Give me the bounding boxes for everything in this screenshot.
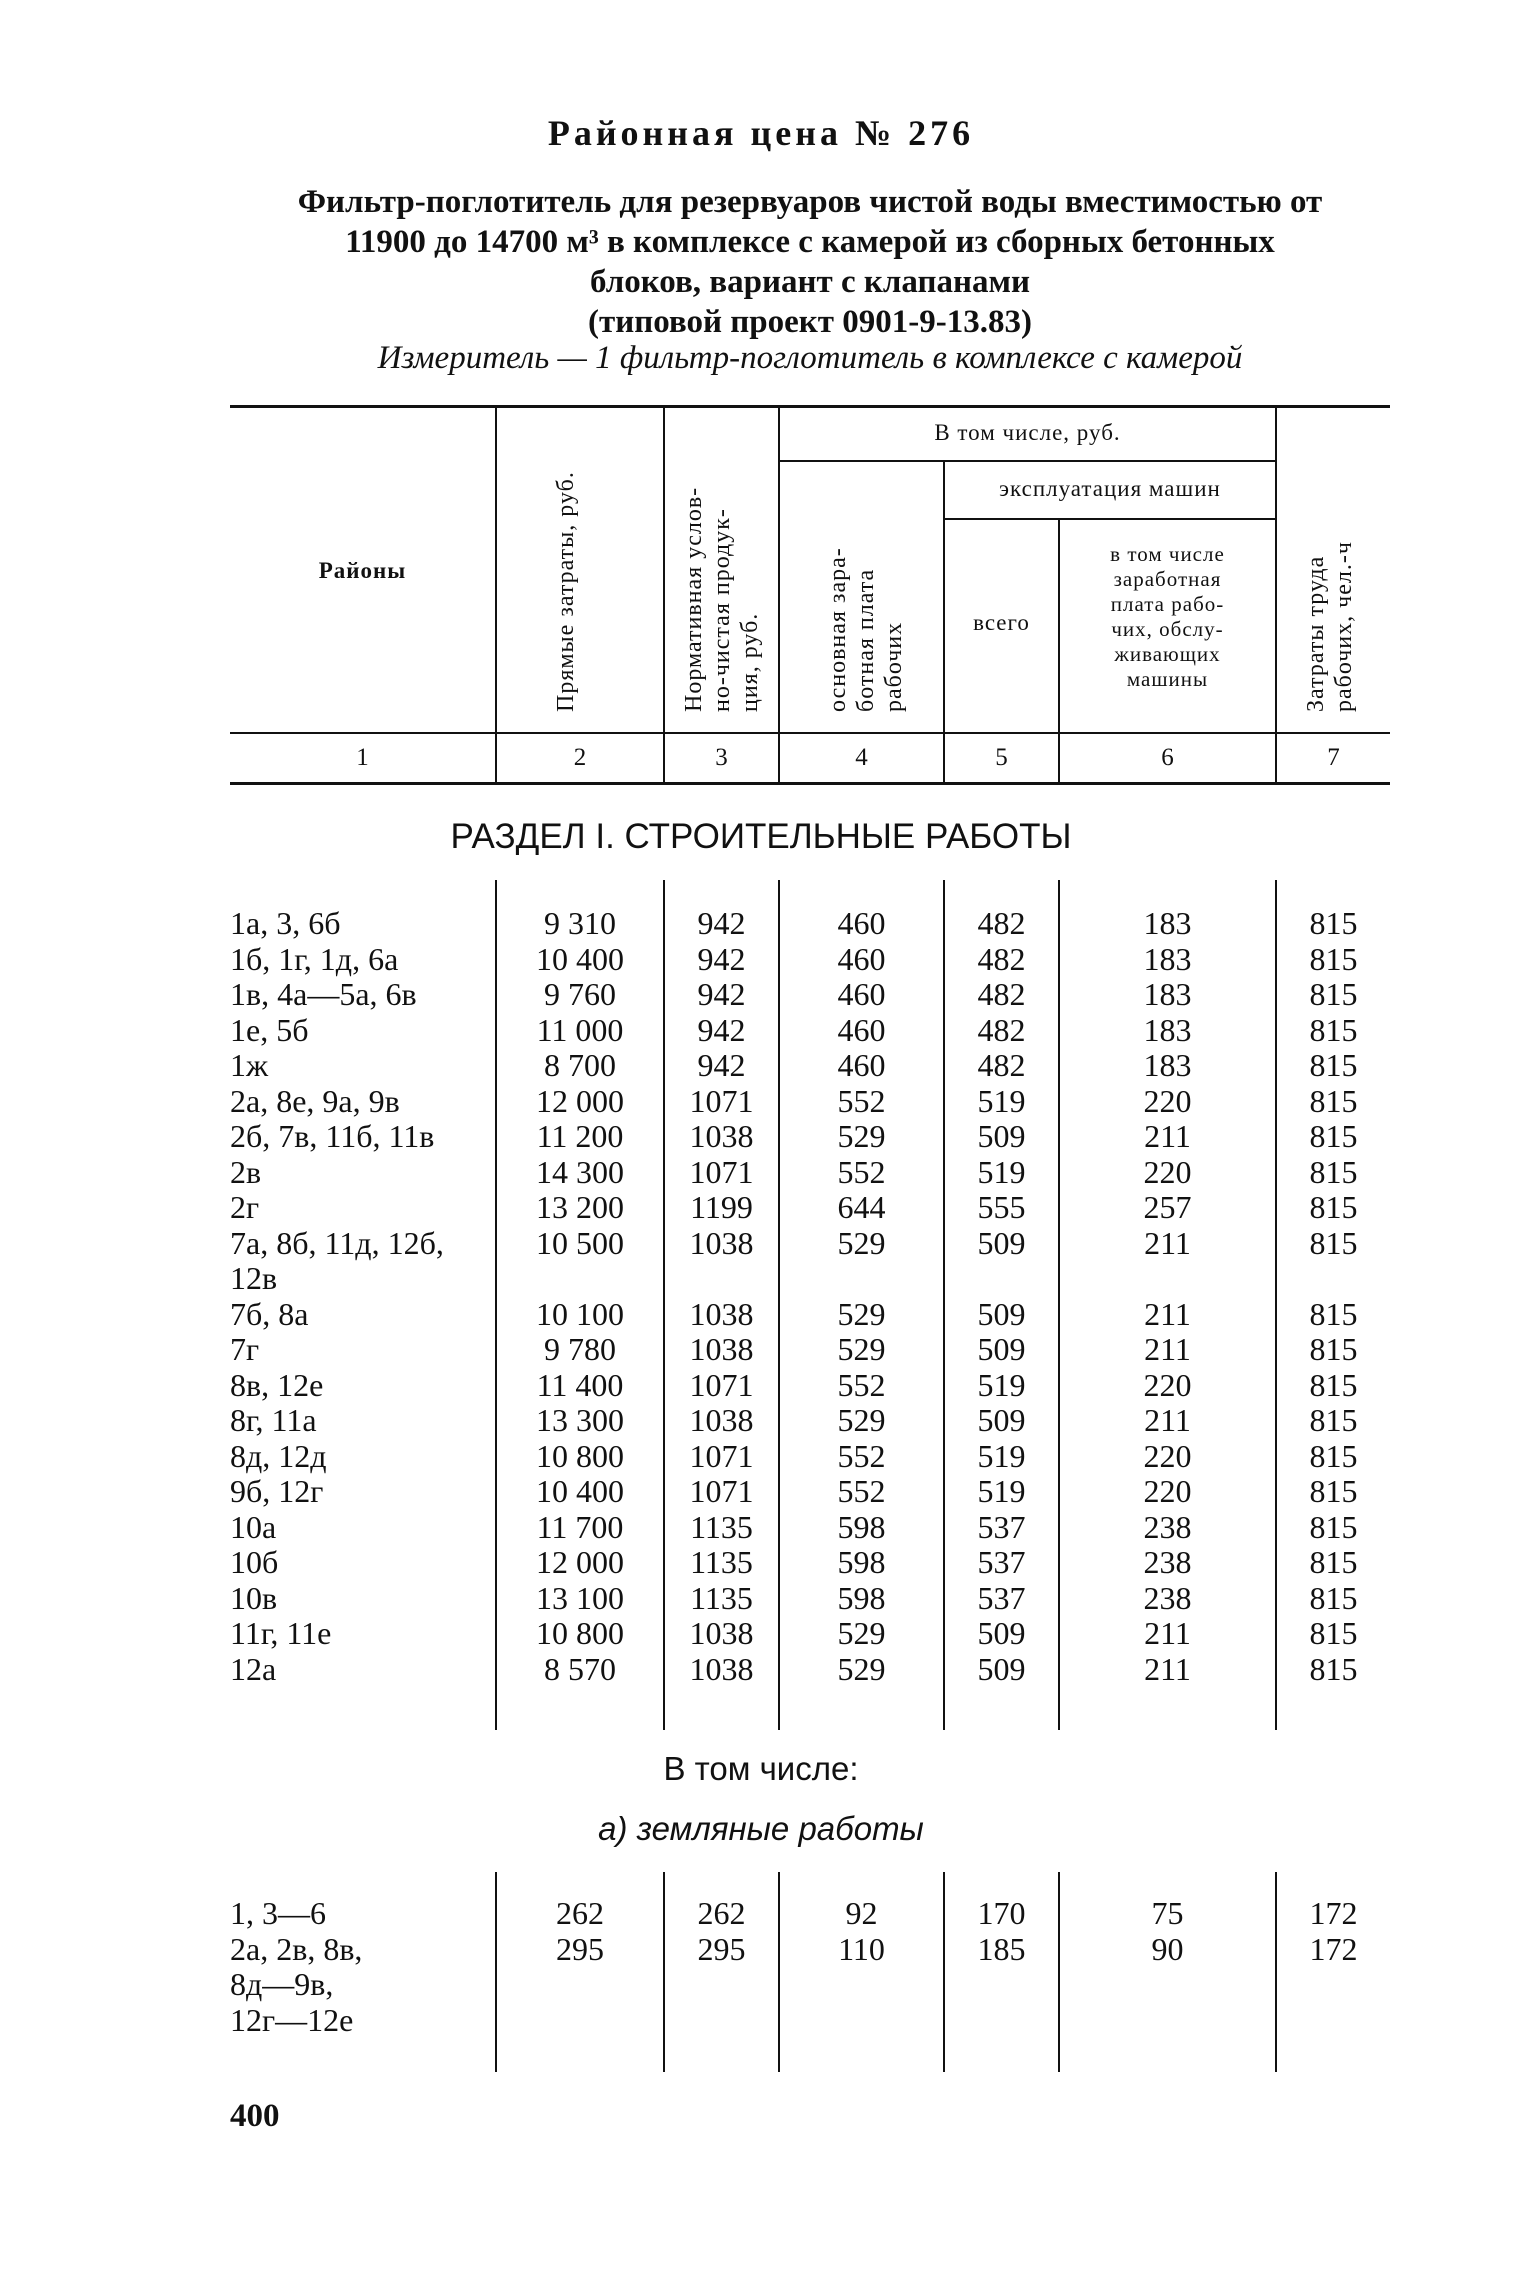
table-row: [230, 1967, 1390, 2003]
value-cell-c6: 211: [1144, 1615, 1191, 1651]
table-row: [230, 1652, 1390, 1688]
value-cell-c3: 942: [697, 905, 746, 941]
value-cell-c3: 1038: [689, 1118, 754, 1154]
value-cell-c2: 262: [556, 1895, 604, 1931]
region-cell: 10а: [230, 1508, 277, 1545]
region-cell: 9б, 12г: [230, 1473, 324, 1509]
value-cell-c3: 1038: [689, 1224, 754, 1261]
value-cell-c2: 11 200: [536, 1118, 624, 1154]
region-cell: 7г: [230, 1331, 260, 1367]
table-row: [230, 1119, 1390, 1155]
table-row: [230, 1581, 1390, 1617]
value-cell-c2: 295: [556, 1930, 604, 1967]
value-cell-c4: 598: [837, 1579, 886, 1616]
value-cell-c3: 1135: [690, 1544, 753, 1580]
value-cell-c3: 1199: [690, 1189, 753, 1225]
value-cell-c7: 815: [1309, 1153, 1358, 1190]
value-cell-c5: 509: [977, 1615, 1026, 1651]
value-cell-c3: 295: [697, 1930, 746, 1967]
header-machine-wages: в том числе заработная плата рабо- чих, обслу- живающих машины: [1110, 542, 1225, 691]
value-cell-c4: 529: [837, 1331, 886, 1367]
value-cell-c7: 815: [1309, 1544, 1358, 1580]
subgroup-rule: [945, 518, 1275, 520]
region-cell: 8г, 11а: [230, 1402, 317, 1438]
value-cell-c6: 257: [1143, 1189, 1192, 1225]
value-cell-c3: 1071: [689, 1082, 754, 1119]
table-row: [230, 1403, 1390, 1439]
column-divider: [778, 407, 780, 784]
value-cell-c3: 1071: [689, 1473, 754, 1509]
value-cell-c3: 942: [697, 940, 746, 977]
region-cell: 12а: [230, 1650, 277, 1687]
region-cell: 2а, 8е, 9а, 9в: [230, 1082, 400, 1119]
value-cell-c6: 238: [1143, 1544, 1192, 1580]
value-cell-c3: 1071: [689, 1437, 754, 1474]
value-cell-c2: 8 570: [544, 1650, 616, 1687]
value-cell-c7: 815: [1309, 1508, 1358, 1545]
value-cell-c7: 815: [1309, 1331, 1358, 1367]
value-cell-c7: 815: [1309, 1579, 1358, 1616]
region-cell: 1, 3—6: [230, 1895, 326, 1931]
header-direct-costs: Прямые затраты, руб.: [553, 471, 579, 712]
table-row: [230, 1474, 1390, 1510]
value-cell-c5: 509: [977, 1118, 1026, 1154]
value-cell-c7: 815: [1309, 1189, 1358, 1225]
value-cell-c6: 211: [1144, 1650, 1191, 1687]
value-cell-c7: 172: [1309, 1895, 1358, 1931]
section-title: РАЗДЕЛ I. СТРОИТЕЛЬНЫЕ РАБОТЫ: [450, 817, 1072, 856]
table-row: [230, 1510, 1390, 1546]
value-cell-c4: 92: [845, 1895, 878, 1931]
region-cell: 8д—9в,: [230, 1966, 334, 2002]
value-cell-c5: 509: [977, 1295, 1026, 1332]
value-cell-c5: 519: [977, 1473, 1026, 1509]
table-row: [230, 1155, 1390, 1191]
value-cell-c4: 598: [837, 1508, 886, 1545]
table-row: [230, 1190, 1390, 1226]
value-cell-c7: 815: [1309, 1437, 1358, 1474]
subsection-title: а) земляные работы: [598, 1810, 924, 1847]
value-cell-c5: 519: [977, 1437, 1026, 1474]
subtitle-line: блоков, вариант с клапанами: [590, 264, 1030, 300]
table-row: [230, 1896, 1390, 1932]
value-cell-c6: 220: [1143, 1437, 1192, 1474]
value-cell-c4: 529: [837, 1402, 886, 1438]
region-cell: 8в, 12е: [230, 1366, 324, 1403]
table-row: [230, 1226, 1390, 1262]
subtitle-line: (типовой проект 0901-9-13.83): [588, 304, 1032, 340]
value-cell-c7: 815: [1309, 1615, 1358, 1651]
column-number: 2: [573, 744, 587, 771]
region-cell: 10б: [230, 1544, 279, 1580]
value-cell-c4: 552: [837, 1082, 886, 1119]
value-cell-c4: 460: [837, 940, 886, 977]
subtitle-line: 11900 до 14700 м³ в комплексе с камерой из сборных бетонных: [345, 224, 1275, 260]
value-cell-c7: 815: [1309, 1295, 1358, 1332]
value-cell-c2: 10 500: [536, 1224, 624, 1261]
value-cell-c5: 509: [977, 1224, 1026, 1261]
value-cell-c4: 110: [838, 1930, 885, 1967]
table-body-construction: [230, 906, 1390, 1687]
value-cell-c6: 220: [1143, 1153, 1192, 1190]
value-cell-c5: 170: [977, 1895, 1026, 1931]
value-cell-c3: 1038: [689, 1615, 754, 1651]
region-cell: 2а, 2в, 8в,: [230, 1930, 363, 1967]
value-cell-c4: 460: [837, 905, 886, 941]
header-base-wages: основная зара- ботная плата рабочих: [825, 547, 907, 712]
value-cell-c6: 211: [1144, 1224, 1191, 1261]
value-cell-c7: 815: [1309, 1224, 1358, 1261]
value-cell-c5: 482: [977, 905, 1026, 941]
region-cell: 2в: [230, 1153, 262, 1190]
header-net-production: Нормативная услов- но-чистая продук- ция, руб.: [681, 486, 763, 712]
page-number: 400: [230, 2098, 280, 2134]
value-cell-c7: 815: [1309, 940, 1358, 977]
value-cell-c2: 11 400: [536, 1366, 624, 1403]
value-cell-c3: 1038: [689, 1331, 754, 1367]
value-cell-c3: 942: [697, 976, 746, 1012]
region-cell: 1е, 5б: [230, 1011, 309, 1048]
value-cell-c2: 10 400: [536, 1473, 624, 1509]
header-labor-costs: Затраты труда рабочих, чел.-ч: [1303, 541, 1357, 712]
region-cell: 12в: [230, 1260, 278, 1296]
value-cell-c6: 238: [1143, 1579, 1192, 1616]
table-body-earthworks: [230, 1896, 1390, 2038]
value-cell-c3: 942: [697, 1047, 746, 1083]
value-cell-c5: 537: [977, 1579, 1026, 1616]
column-divider: [1275, 407, 1277, 784]
value-cell-c5: 482: [977, 940, 1026, 977]
table-row: [230, 1048, 1390, 1084]
value-cell-c6: 211: [1144, 1402, 1191, 1438]
value-cell-c2: 13 200: [536, 1189, 624, 1225]
value-cell-c3: 942: [697, 1011, 746, 1048]
value-cell-c7: 815: [1309, 976, 1358, 1012]
value-cell-c4: 529: [837, 1295, 886, 1332]
column-number: 5: [995, 744, 1008, 771]
value-cell-c2: 11 000: [536, 1011, 624, 1048]
value-cell-c6: 211: [1144, 1118, 1191, 1154]
column-divider: [495, 407, 497, 784]
column-number: 1: [356, 744, 369, 771]
value-cell-c6: 183: [1143, 940, 1192, 977]
table-row: [230, 1439, 1390, 1475]
value-cell-c5: 185: [977, 1930, 1026, 1967]
numbers-bottom-rule: [230, 782, 1390, 785]
value-cell-c4: 460: [837, 976, 886, 1012]
table-row: [230, 1932, 1390, 1968]
value-cell-c3: 1038: [689, 1402, 754, 1438]
region-cell: 2г: [230, 1189, 260, 1225]
header-machine-operation: эксплуатация машин: [999, 476, 1221, 501]
header-total: всего: [973, 610, 1030, 635]
value-cell-c6: 90: [1151, 1930, 1184, 1967]
value-cell-c2: 10 400: [536, 940, 624, 977]
value-cell-c2: 12 000: [536, 1082, 624, 1119]
table-row: [230, 1084, 1390, 1120]
value-cell-c7: 815: [1309, 1118, 1358, 1154]
value-cell-c5: 519: [977, 1153, 1026, 1190]
region-cell: 1а, 3, 6б: [230, 905, 341, 941]
table-row: [230, 1013, 1390, 1049]
value-cell-c7: 815: [1309, 1650, 1358, 1687]
column-number: 7: [1327, 744, 1340, 771]
value-cell-c7: 815: [1309, 1047, 1358, 1083]
value-cell-c2: 14 300: [536, 1153, 624, 1190]
region-cell: 10в: [230, 1579, 278, 1616]
table-row: [230, 1545, 1390, 1581]
region-cell: 1в, 4а—5а, 6в: [230, 976, 417, 1012]
value-cell-c5: 482: [977, 976, 1026, 1012]
measurement-unit: Измеритель — 1 фильтр-поглотитель в комплексе с камерой: [377, 340, 1243, 376]
value-cell-c4: 644: [837, 1189, 886, 1225]
value-cell-c4: 598: [837, 1544, 886, 1580]
table-row: [230, 977, 1390, 1013]
group-rule: [780, 460, 1275, 462]
value-cell-c3: 1071: [689, 1366, 754, 1403]
table-row: [230, 942, 1390, 978]
value-cell-c2: 10 100: [536, 1295, 624, 1332]
value-cell-c3: 262: [697, 1895, 746, 1931]
table-row: [230, 906, 1390, 942]
table-row: [230, 2003, 1390, 2039]
column-number: 4: [855, 744, 868, 771]
region-cell: 1ж: [230, 1047, 269, 1083]
table-row: [230, 1332, 1390, 1368]
column-number: 6: [1161, 744, 1174, 771]
value-cell-c2: 9 760: [544, 976, 616, 1012]
value-cell-c2: 11 700: [536, 1508, 624, 1545]
value-cell-c6: 183: [1143, 905, 1192, 941]
value-cell-c6: 211: [1144, 1295, 1191, 1332]
table-row: [230, 1261, 1390, 1297]
region-cell: 7а, 8б, 11д, 12б,: [230, 1224, 444, 1261]
table-row: [230, 1616, 1390, 1652]
value-cell-c5: 509: [977, 1650, 1026, 1687]
value-cell-c2: 10 800: [536, 1615, 624, 1651]
value-cell-c3: 1038: [689, 1650, 754, 1687]
value-cell-c6: 220: [1143, 1366, 1192, 1403]
value-cell-c5: 482: [977, 1011, 1026, 1048]
subtitle-line: Фильтр-поглотитель для резервуаров чистой воды вместимостью от: [297, 184, 1323, 220]
table-row: [230, 1297, 1390, 1333]
value-cell-c4: 529: [837, 1224, 886, 1261]
value-cell-c5: 509: [977, 1331, 1026, 1367]
value-cell-c7: 815: [1309, 1082, 1358, 1119]
value-cell-c7: 815: [1309, 905, 1358, 941]
value-cell-c6: 220: [1143, 1473, 1192, 1509]
value-cell-c2: 8 700: [544, 1047, 616, 1083]
value-cell-c7: 815: [1309, 1011, 1358, 1048]
page-title: Районная цена № 276: [547, 113, 975, 153]
value-cell-c4: 552: [837, 1473, 886, 1509]
region-cell: 7б, 8а: [230, 1295, 309, 1332]
value-cell-c6: 183: [1143, 1047, 1192, 1083]
value-cell-c4: 552: [837, 1153, 886, 1190]
value-cell-c5: 509: [977, 1402, 1026, 1438]
value-cell-c5: 537: [977, 1544, 1026, 1580]
value-cell-c4: 460: [837, 1047, 886, 1083]
header-group-including: В том числе, руб.: [934, 420, 1121, 445]
value-cell-c2: 9 310: [544, 905, 616, 941]
value-cell-c4: 552: [837, 1437, 886, 1474]
region-cell: 8д, 12д: [230, 1437, 327, 1474]
column-number: 3: [715, 744, 728, 771]
value-cell-c2: 13 100: [536, 1579, 624, 1616]
value-cell-c4: 529: [837, 1118, 886, 1154]
value-cell-c3: 1135: [690, 1508, 753, 1545]
header-bottom-rule: [230, 732, 1390, 734]
value-cell-c4: 460: [837, 1011, 886, 1048]
including-heading: В том числе:: [663, 1750, 859, 1787]
value-cell-c2: 10 800: [536, 1437, 624, 1474]
region-cell: 1б, 1г, 1д, 6а: [230, 940, 399, 977]
value-cell-c6: 220: [1143, 1082, 1192, 1119]
value-cell-c7: 815: [1309, 1473, 1358, 1509]
table-row: [230, 1368, 1390, 1404]
value-cell-c6: 211: [1144, 1331, 1191, 1367]
value-cell-c5: 519: [977, 1366, 1026, 1403]
value-cell-c7: 172: [1309, 1930, 1358, 1967]
table-top-rule: [230, 405, 1390, 408]
region-cell: 2б, 7в, 11б, 11в: [230, 1118, 435, 1154]
header-regions: Районы: [318, 558, 407, 583]
value-cell-c2: 13 300: [536, 1402, 624, 1438]
region-cell: 11г, 11е: [230, 1615, 332, 1651]
value-cell-c3: 1135: [690, 1579, 753, 1616]
region-cell: 12г—12е: [230, 2001, 354, 2038]
value-cell-c4: 529: [837, 1650, 886, 1687]
value-cell-c6: 183: [1143, 976, 1192, 1012]
value-cell-c3: 1071: [689, 1153, 754, 1190]
value-cell-c5: 519: [977, 1082, 1026, 1119]
value-cell-c7: 815: [1309, 1402, 1358, 1438]
value-cell-c4: 552: [837, 1366, 886, 1403]
value-cell-c3: 1038: [689, 1295, 754, 1332]
value-cell-c6: 75: [1151, 1895, 1184, 1931]
value-cell-c5: 555: [977, 1189, 1026, 1225]
value-cell-c6: 238: [1143, 1508, 1192, 1545]
document-subtitle: [230, 182, 1390, 342]
value-cell-c5: 537: [977, 1508, 1026, 1545]
value-cell-c5: 482: [977, 1047, 1026, 1083]
value-cell-c4: 529: [837, 1615, 886, 1651]
value-cell-c2: 9 780: [544, 1331, 616, 1367]
value-cell-c7: 815: [1309, 1366, 1358, 1403]
column-divider: [663, 407, 665, 784]
value-cell-c6: 183: [1143, 1011, 1192, 1048]
value-cell-c2: 12 000: [536, 1544, 624, 1580]
